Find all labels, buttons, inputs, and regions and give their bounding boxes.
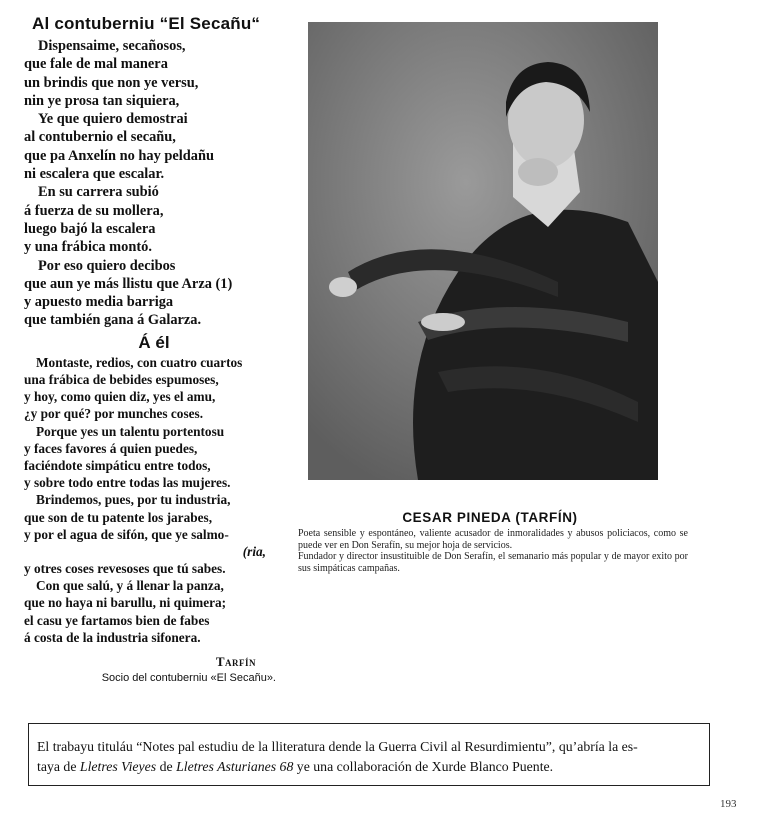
poem-line: Con que salú, y á llenar la panza, <box>36 578 224 594</box>
note-title-italic: Lletres Vieyes <box>79 758 157 774</box>
poem-line: y sobre todo entre todas las mujeres. <box>24 475 231 491</box>
poem-line: luego bajó la escalera <box>24 220 156 237</box>
poem-line: y otres coses revesoses que tú sabes. <box>24 560 226 576</box>
poem-subtitle: Á él <box>138 332 170 352</box>
poem-line: Dispensaime, secañosos, <box>38 38 186 54</box>
note-title-italic: Lletres Asturianes 68 <box>176 758 294 774</box>
poem-line-runover <box>24 543 284 560</box>
poem-line: una frábica de bebides espumoses, <box>24 371 219 387</box>
poem-line: Ye que quiero demostrai <box>38 111 188 128</box>
poem-line: ¿y por qué? por munches coses. <box>24 406 204 422</box>
caption-body <box>298 528 688 574</box>
poem-column <box>24 14 284 684</box>
poem-line: y hoy, como quien diz, yes el amu, <box>24 389 216 405</box>
stanza-two <box>24 354 284 646</box>
poem-line: que no haya ni barullu, ni quimera; <box>24 595 227 611</box>
poem-line: que son de tu patente los jarabes, <box>24 509 213 525</box>
note-line: El trabayu tituláu “Notes pal estudiu de la lliteratura dende la Guerra Civil al Resurdimientu”, qu’abría la es- <box>37 739 638 754</box>
poem-title: Al contuberniu “El Secañu“ <box>32 14 261 33</box>
editorial-note-box <box>28 723 710 786</box>
signature-note: Socio del contuberniu «El Secañu». <box>101 672 276 684</box>
poem-line: á fuerza de su mollera, <box>24 202 164 219</box>
poem-line: Montaste, redios, con cuatro cuartos <box>36 354 243 370</box>
caption-paragraph: Fundador y director insustituible de Don Serafín, el semanario más popular y de mayor exito por sus simpáticas campañas. <box>298 551 688 574</box>
runover-text: (ria, <box>242 543 266 559</box>
note-text: de <box>156 758 177 774</box>
poem-line: ni escalera que escalar. <box>24 166 165 183</box>
poem-line: que fale de mal manera <box>24 56 168 73</box>
poem-line: que aun ye más llistu que Arza (1) <box>24 275 233 292</box>
poem-line: y apuesto media barriga <box>24 294 174 311</box>
caption-title: CESAR PINEDA (TARFÍN) <box>402 510 578 525</box>
poem-line: y faces favores á quien puedes, <box>24 440 198 456</box>
poem-line: Por eso quiero decibos <box>38 257 176 274</box>
poem-signature: Tarfín <box>215 654 256 669</box>
poem-line: En su carrera subió <box>38 184 159 201</box>
poem-line: y por el agua de sifón, que ye salmo- <box>24 526 229 542</box>
poem-line: que pa Anxelín no hay peldañu <box>24 147 214 164</box>
poem-line: que también gana á Galarza. <box>24 312 202 329</box>
portrait-illustration <box>308 22 658 480</box>
note-text: ye una collaboración de Xurde Blanco Puente. <box>293 758 554 774</box>
page-number: 193 <box>720 798 737 810</box>
caption-paragraph: Poeta sensible y espontáneo, valiente acusador de inmoralidades y abusos policiacos, como se puede ver en Don Serafín, su mejor hoja de servicios. <box>298 528 688 551</box>
poem-line: Brindemos, pues, por tu industria, <box>36 492 231 508</box>
poem-line: y una frábica montó. <box>24 239 152 256</box>
portrait-photo-icon <box>308 22 658 480</box>
stanza-one <box>24 37 284 330</box>
poem-line: á costa de la industria sifonera. <box>24 629 201 645</box>
poem-line: el casu ye fartamos bien de fabes <box>24 612 210 628</box>
poem-line: Porque yes un talentu portentosu <box>36 423 225 439</box>
note-text: taya de <box>37 758 80 774</box>
poem-line: un brindis que non ye versu, <box>24 74 199 91</box>
note-line-2 <box>37 759 553 774</box>
poem-line: nin ye prosa tan siquiera, <box>24 92 180 109</box>
poem-line: faciéndote simpáticu entre todos, <box>24 457 211 473</box>
poem-line: al contubernio el secañu, <box>24 129 176 146</box>
